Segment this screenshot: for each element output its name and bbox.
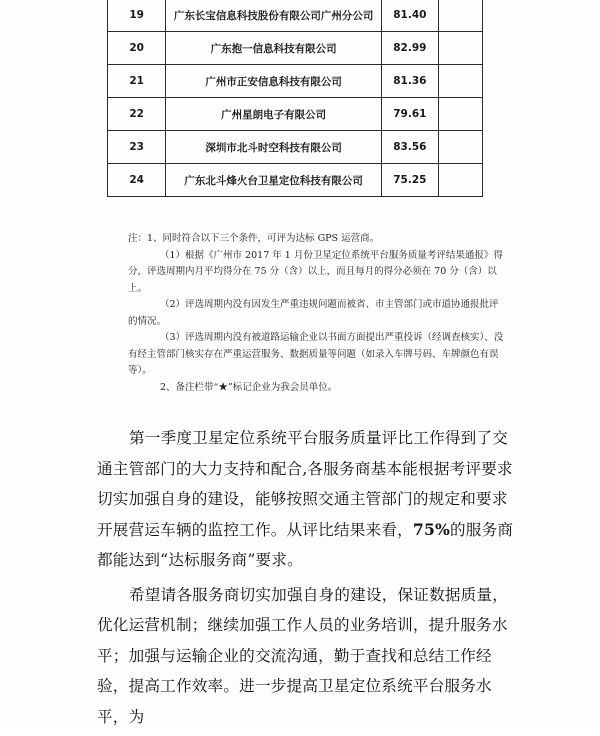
- row-number: 23: [108, 131, 166, 164]
- paragraph-text: 第一季度卫星定位系统平台服务质量评比工作得到了交通主管部门的大力支持和配合,各服务商基本能根据考评要求切实加强自身的建设，能够按照交通主管部门的规定和要求开展营运车辆的监控工作。从评比结果来看，: [97, 429, 513, 539]
- row-number: 20: [108, 32, 166, 65]
- paragraph: [97, 423, 517, 576]
- company-name: 广东抱一信息科技有限公司: [166, 32, 382, 65]
- row-number: 19: [108, 0, 166, 32]
- company-name: 广州市正安信息科技有限公司: [166, 65, 382, 98]
- score: 81.36: [382, 65, 439, 98]
- score: 79.61: [382, 98, 439, 131]
- note-item: （2）评选周期内没有因发生严重违规问题而被省、市主管部门或市道协通报批评的情况。: [128, 299, 499, 327]
- remark-cell: [438, 131, 482, 164]
- company-name: 广东长宝信息科技股份有限公司广州分公司: [166, 0, 382, 32]
- table-row: [108, 131, 483, 164]
- remark-cell: [438, 164, 482, 197]
- table-notes: [128, 231, 508, 396]
- remark-cell: [438, 0, 482, 32]
- table-row: [108, 0, 483, 32]
- ranking-table: [107, 0, 483, 197]
- company-name: 深圳市北斗时空科技有限公司: [166, 131, 382, 164]
- paragraph: 希望请各服务商切实加强自身的建设，保证数据质量，优化运营机制；继续加强工作人员的业务培训，提升服务水平；加强与运输企业的交流沟通，勤于查找和总结工作经验，提高工作效率。进一步提高卫星定位系统平台服务水平，为: [97, 585, 509, 726]
- remark-cell: [438, 65, 482, 98]
- note-item: 2、备注栏带“★”标记企业为我会员单位。: [160, 381, 338, 393]
- highlight-percent: 75%: [412, 519, 451, 539]
- score: 75.25: [382, 164, 439, 197]
- remark-cell: [438, 32, 482, 65]
- table-row: [108, 98, 483, 131]
- company-name: 广州星朗电子有限公司: [166, 98, 382, 131]
- note-item: （3）评选周期内没有被道路运输企业以书面方面提出严重投诉（经调查核实）、没有经主管部门核实存在严重运营服务、数据质量等问题（如录入车牌号码、车牌颜色有误等）。: [128, 332, 504, 376]
- company-name: 广东北斗烽火台卫星定位科技有限公司: [166, 164, 382, 197]
- paragraph-text: 的服务商都能达到“达标服务商”要求。: [97, 520, 514, 569]
- remark-cell: [438, 98, 482, 131]
- body-text: [97, 423, 517, 736]
- table-row: [108, 164, 483, 197]
- row-number: 24: [108, 164, 166, 197]
- score: 82.99: [382, 32, 439, 65]
- row-number: 22: [108, 98, 166, 131]
- note-item: （1）根据《广州市 2017 年 1 月份卫星定位系统平台服务质量考评结果通报》得分，评选周期内月平均得分在 75 分（含）以上，而且每月的得分必须在 70 分（含）以上。: [128, 249, 503, 294]
- score: 83.56: [382, 131, 439, 164]
- note-line: 注：1、同时符合以下三个条件，可评为达标 GPS 运营商。: [128, 233, 380, 244]
- table-row: [108, 65, 483, 98]
- table-row: [108, 32, 483, 65]
- row-number: 21: [108, 65, 166, 98]
- score: 81.40: [382, 0, 439, 32]
